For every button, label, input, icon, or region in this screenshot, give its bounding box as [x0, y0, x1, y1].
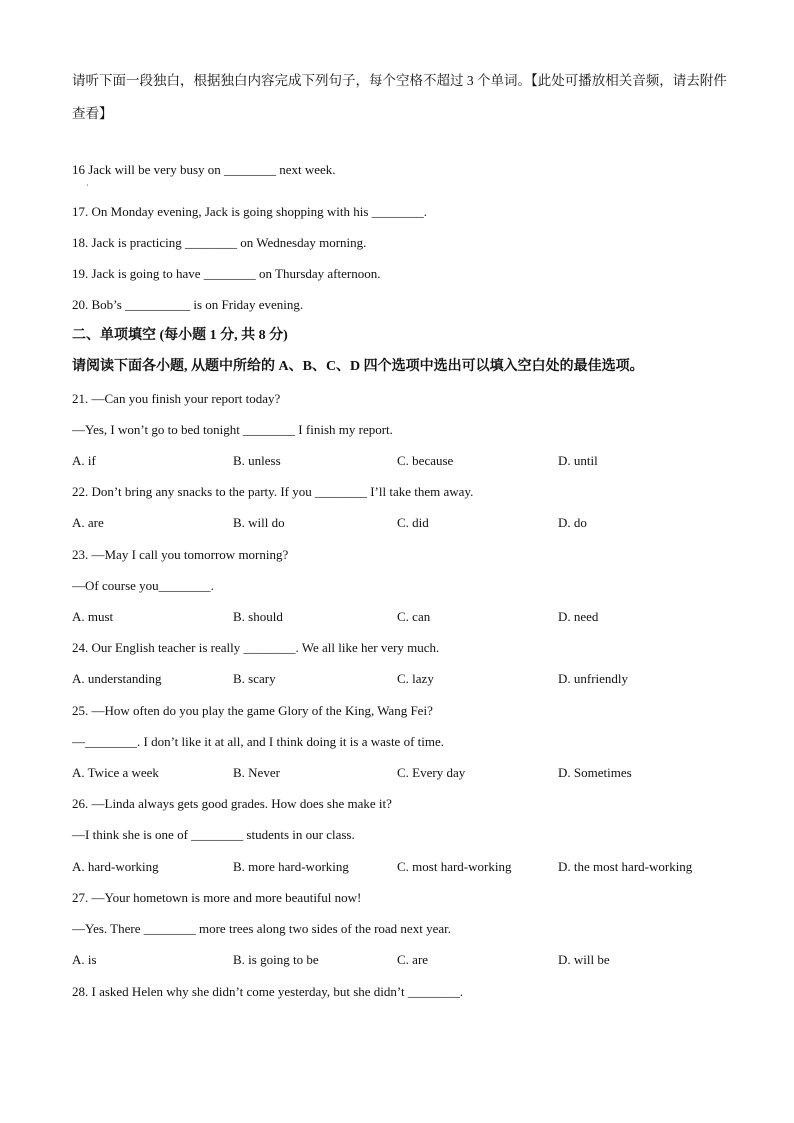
option-c: C. did — [397, 515, 429, 530]
option-a: A. if — [72, 453, 96, 468]
question-26-response: —I think she is one of ________ students in our class. — [72, 827, 355, 842]
question-25-stem: 25. —How often do you play the game Glory of the King, Wang Fei? — [72, 703, 433, 718]
question-21-response: —Yes, I won’t go to bed tonight ________ I finish my report. — [72, 422, 393, 437]
option-a: A. must — [72, 609, 114, 624]
question-23-stem: 23. —May I call you tomorrow morning? — [72, 547, 289, 562]
section-instruction: 请阅读下面各小题, 从题中所给的 A、B、C、D 四个选项中选出可以填入空白处的最佳选项。 — [72, 359, 644, 374]
option-b: B. is going to be — [233, 952, 319, 967]
option-a: A. are — [72, 515, 104, 530]
option-a: A. is — [72, 952, 97, 967]
option-d: D. the most hard-working — [558, 859, 693, 874]
option-a: A. understanding — [72, 671, 162, 686]
option-d: D. until — [558, 453, 598, 468]
question-22-stem: 22. Don’t bring any snacks to the party. If you ________ I’ll take them away. — [72, 484, 474, 499]
question-23-response: —Of course you________. — [72, 578, 214, 593]
option-a: A. Twice a week — [72, 765, 159, 780]
question-21-stem: 21. —Can you finish your report today? — [72, 391, 281, 406]
option-d: D. unfriendly — [558, 671, 629, 686]
question-17: 17. On Monday evening, Jack is going shopping with his ________. — [72, 204, 427, 219]
option-b: B. Never — [233, 765, 280, 780]
question-28-stem: 28. I asked Helen why she didn’t come yesterday, but she didn’t ________. — [72, 984, 464, 999]
option-c: C. Every day — [397, 765, 466, 780]
question-19: 19. Jack is going to have ________ on Thursday afternoon. — [72, 266, 381, 281]
question-27-response: —Yes. There ________ more trees along two sides of the road next year. — [72, 921, 451, 936]
option-c: C. because — [397, 453, 454, 468]
option-b: B. unless — [233, 453, 281, 468]
option-b: B. scary — [233, 671, 276, 686]
option-d: D. Sometimes — [558, 765, 632, 780]
stray-dot: · — [86, 181, 89, 190]
option-b: B. more hard-working — [233, 859, 349, 874]
option-c: C. are — [397, 952, 429, 967]
section-heading: 二、单项填空 (每小题 1 分, 共 8 分) — [72, 328, 288, 343]
option-d: D. will be — [558, 952, 610, 967]
option-a: A. hard-working — [72, 859, 159, 874]
question-16: 16 Jack will be very busy on ________ next week. — [72, 162, 336, 177]
question-20: 20. Bob’s __________ is on Friday evening. — [72, 297, 304, 312]
question-24-stem: 24. Our English teacher is really ________. We all like her very much. — [72, 640, 440, 655]
question-25-response: —________. I don’t like it at all, and I think doing it is a waste of time. — [72, 734, 445, 749]
option-b: B. will do — [233, 515, 285, 530]
question-27-stem: 27. —Your hometown is more and more beautiful now! — [72, 890, 362, 905]
option-d: D. need — [558, 609, 599, 624]
question-18: 18. Jack is practicing ________ on Wednesday morning. — [72, 235, 367, 250]
question-26-stem: 26. —Linda always gets good grades. How does she make it? — [72, 796, 392, 811]
option-c: C. most hard-working — [397, 859, 512, 874]
option-b: B. should — [233, 609, 283, 624]
listening-instruction: 请听下面一段独白，根据独白内容完成下列句子，每个空格不超过 3 个单词。【此处可播放相关音频，请去附件查看】 — [72, 73, 727, 121]
option-d: D. do — [558, 515, 587, 530]
option-c: C. can — [397, 609, 431, 624]
option-c: C. lazy — [397, 671, 434, 686]
